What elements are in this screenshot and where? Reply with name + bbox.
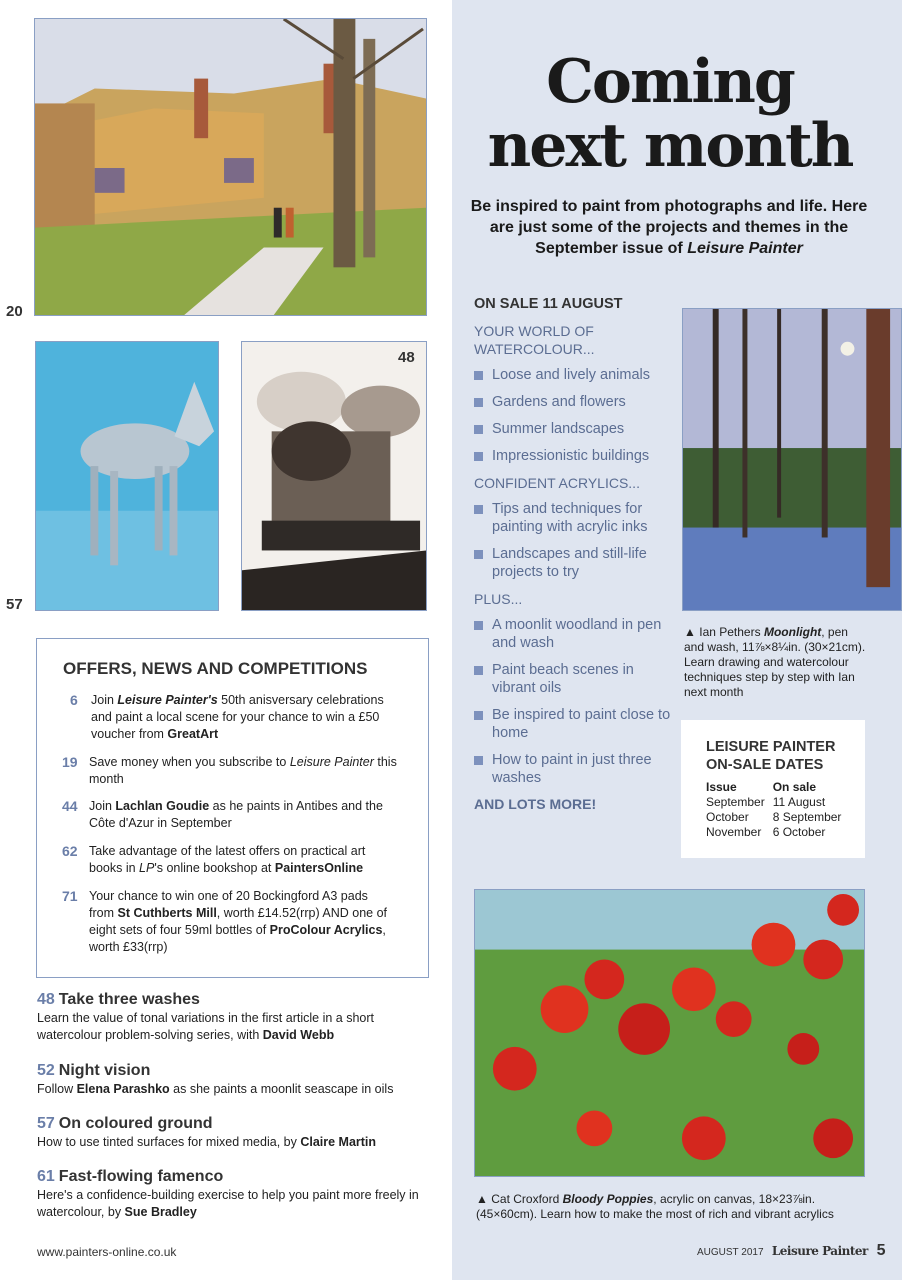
- on-sale-list: [474, 296, 674, 812]
- offer-page-number: 19: [62, 754, 78, 770]
- and-lots-more: AND LOTS MORE!: [474, 796, 597, 812]
- offer-item: 71 Your chance to win one of 20 Bockingford A3 pads from St Cuthberts Mill, worth £14.52(rrp) AND one of eight sets of four 59ml bottles of ProColour Acrylics, worth £33(rrp): [62, 888, 388, 954]
- offers-title: OFFERS, NEWS AND COMPETITIONS: [63, 659, 368, 678]
- section-heading-plus: PLUS...: [474, 591, 523, 607]
- section-heading-acrylics: CONFIDENT ACRYLICS...: [474, 475, 640, 491]
- footer-url: www.painters-online.co.uk: [37, 1245, 177, 1259]
- table-row: September 11 August: [706, 795, 826, 809]
- image-page-number-20: 20: [6, 303, 23, 320]
- article-title: Take three washes: [58, 991, 200, 1008]
- offer-item: 6 Join Leisure Painter's 50th anisversary celebrations and paint a local scene for your chance to win a £50 voucher from GreatArt: [70, 692, 384, 741]
- bullet-square-icon: [474, 756, 483, 765]
- poppies-caption: ▲ Cat Croxford Bloody Poppies, acrylic on canvas, 18×23⅞in. (45×60cm). Learn how to make the most of rich and vibrant acrylics: [476, 1192, 834, 1221]
- on-sale-dates-table: [706, 780, 849, 840]
- table-row: November 6 October: [706, 825, 826, 839]
- steam-train-painting: [241, 341, 427, 611]
- bullet-square-icon: [474, 711, 483, 720]
- list-item: Be inspired to paint close to home: [474, 706, 674, 742]
- horse-painting: [35, 341, 219, 611]
- article-title: Fast-flowing famenco: [58, 1168, 224, 1185]
- intro-body: Be inspired to paint from photographs and life. Here are just some of the projects and themes in the September issue of: [470, 198, 868, 257]
- footer-magazine-logo: Leisure Painter: [771, 1244, 868, 1258]
- offer-page-number: 71: [62, 888, 78, 904]
- footer-issue-date: AUGUST 2017: [697, 1247, 764, 1258]
- offer-item: 19 Save money when you subscribe to Leisure Painter this month: [62, 754, 397, 786]
- list-item: Gardens and flowers: [474, 393, 674, 411]
- article-entry: 52 Night vision Follow Elena Parashko as she paints a moonlit seascape in oils: [37, 1062, 394, 1096]
- article-entry: 61 Fast-flowing famenco Here's a confidence-building exercise to help you paint more freely in watercolour, by Sue Bradley: [37, 1168, 419, 1219]
- list-item: Impressionistic buildings: [474, 447, 674, 465]
- on-sale-dates-box: [681, 720, 865, 858]
- cover-image-almshouses: [34, 18, 427, 316]
- title-line-2: next month: [487, 111, 853, 181]
- offer-item: 62 Take advantage of the latest offers on practical art books in LP's online bookshop at PaintersOnline: [62, 843, 366, 875]
- page-title: [470, 47, 870, 181]
- offer-page-number: 62: [62, 843, 78, 859]
- offer-page-number: 44: [62, 798, 78, 814]
- list-item: Paint beach scenes in vibrant oils: [474, 661, 674, 697]
- image-page-number-57: 57: [6, 596, 23, 613]
- article-page-number: 48: [37, 991, 55, 1008]
- bullet-square-icon: [474, 398, 483, 407]
- poppies-painting: [474, 889, 865, 1177]
- offers-news-competitions-box: [36, 638, 429, 978]
- on-sale-dates-title: LEISURE PAINTER ON-SALE DATES: [706, 739, 836, 773]
- list-item: A moonlit woodland in pen and wash: [474, 616, 674, 652]
- intro-text: [468, 196, 870, 259]
- bullet-square-icon: [474, 550, 483, 559]
- column-header-on-sale: On sale: [772, 780, 817, 794]
- bullet-square-icon: [474, 425, 483, 434]
- bullet-square-icon: [474, 505, 483, 514]
- bullet-square-icon: [474, 452, 483, 461]
- bullet-square-icon: [474, 371, 483, 380]
- list-item: Loose and lively animals: [474, 366, 674, 384]
- footer-page-number: 5: [876, 1242, 886, 1259]
- article-entry: 57 On coloured ground How to use tinted surfaces for mixed media, by Claire Martin: [37, 1115, 377, 1149]
- intro-magazine-name: Leisure Painter: [687, 240, 803, 257]
- section-heading-watercolour: YOUR WORLD OF WATERCOLOUR...: [474, 323, 595, 357]
- list-item: Landscapes and still-life projects to try: [474, 545, 674, 581]
- moonlight-caption: ▲ Ian Pethers Moonlight, pen and wash, 11⅞×8¼in. (30×21cm). Learn drawing and watercolour techniques step by step with Ian next month: [684, 625, 866, 699]
- article-page-number: 61: [37, 1168, 55, 1185]
- article-entry: 48 Take three washes Learn the value of tonal variations in the first article in a short watercolour problem-solving series, with David Webb: [37, 991, 374, 1042]
- article-page-number: 52: [37, 1062, 55, 1079]
- article-page-number: 57: [37, 1115, 55, 1132]
- column-header-issue: Issue: [706, 780, 737, 794]
- list-item: Summer landscapes: [474, 420, 674, 438]
- article-title: On coloured ground: [58, 1115, 213, 1132]
- offer-page-number: 6: [70, 692, 78, 708]
- on-sale-heading: ON SALE 11 AUGUST: [474, 296, 623, 312]
- article-title: Night vision: [58, 1062, 151, 1079]
- image-page-number-48: 48: [398, 349, 415, 366]
- bullet-square-icon: [474, 666, 483, 675]
- moonlight-painting: [682, 308, 902, 611]
- offer-item: 44 Join Lachlan Goudie as he paints in Antibes and the Côte d'Azur in September: [62, 798, 383, 830]
- list-item: How to paint in just three washes: [474, 751, 674, 787]
- title-line-1: Coming: [546, 47, 794, 117]
- table-row: October 8 September: [706, 810, 842, 824]
- bullet-square-icon: [474, 621, 483, 630]
- list-item: Tips and techniques for painting with acrylic inks: [474, 500, 674, 536]
- footer-issue-info: [697, 1242, 886, 1260]
